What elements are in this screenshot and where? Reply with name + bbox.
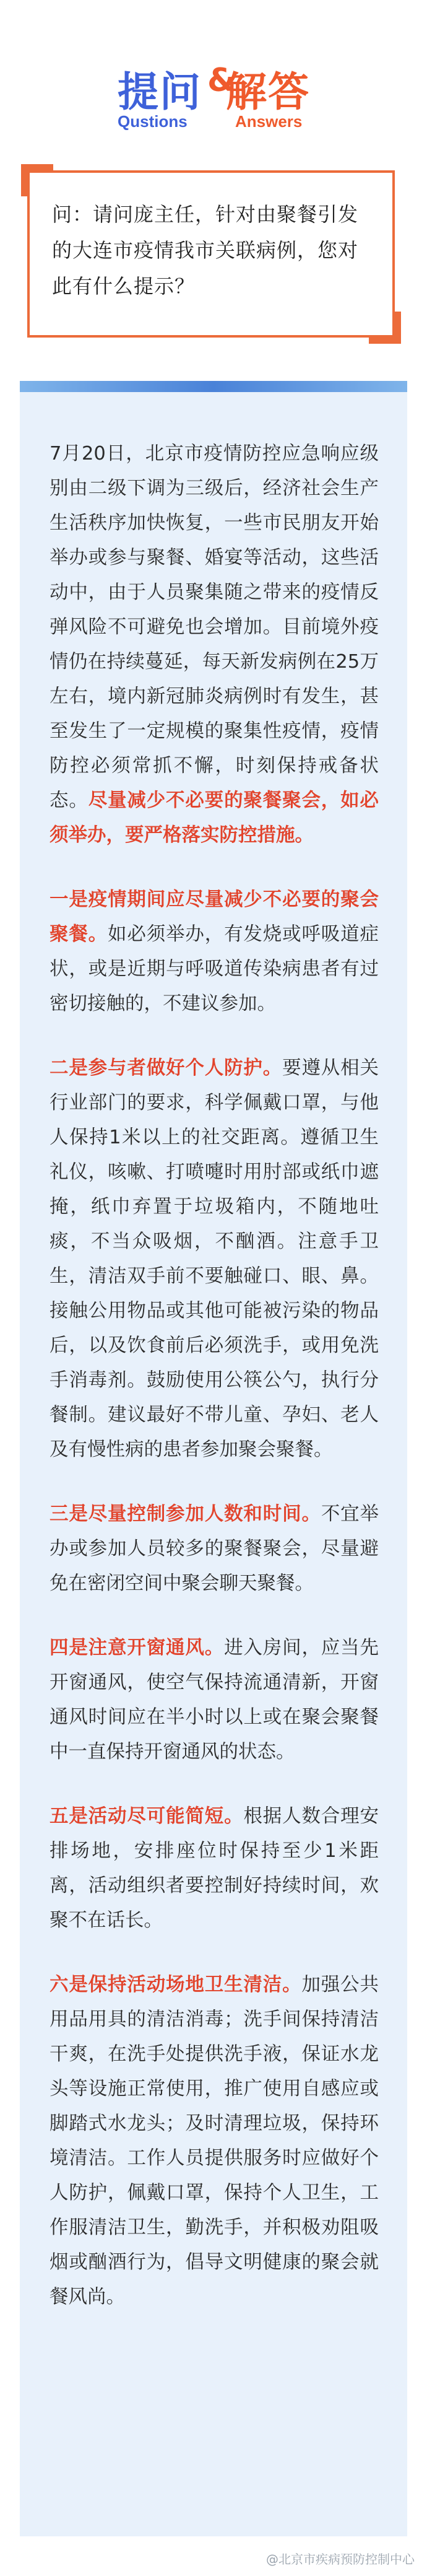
paragraph-highlight: 五是活动尽可能简短。 <box>50 1805 244 1827</box>
question-text: 问：请问庞主任，针对由聚餐引发的大连市疫情我市关联病例，您对此有什么提示？ <box>52 203 359 298</box>
paragraph-highlight: 六是保持活动场地卫生清洁。 <box>50 1974 302 1996</box>
answer-paragraph-intro <box>50 437 379 853</box>
page-footer <box>0 2546 427 2570</box>
source-watermark: @北京市疾病预防控制中心 <box>266 2552 415 2567</box>
page-header <box>0 0 427 149</box>
title-separator: & <box>207 62 236 99</box>
paragraph-text: 加强公共用品用具的清洁消毒；洗手间保持清洁干爽，在洗手处提供洗手液，保证水龙头等设施正常使用，推广使用自感应或脚踏式水龙头；及时清理垃圾，保持环境清洁。工作人员提供服务时应做好个人防护，佩戴口罩，保持个人卫生，工作服清洁卫生，勤洗手，并积极劝阻吸烟或酗酒行为，倡导文明健康的聚会就餐风尚。 <box>50 1974 379 2308</box>
answer-paragraph-2 <box>50 1051 379 1467</box>
paragraph-highlight: 二是参与者做好个人防护。 <box>50 1057 283 1079</box>
paragraph-text: 如必须举办，有发烧或呼吸道症状，或是近期与呼吸道传染病患者有过密切接触的，不建议参加。 <box>50 923 379 1015</box>
answer-paragraph-3 <box>50 1497 379 1601</box>
title-answers-cn: 解答 <box>226 68 310 116</box>
corner-decoration-top-left <box>21 164 53 196</box>
paragraph-text: 不宜举办或参加人员较多的聚餐聚会，尽量避免在密闭空间中聚会聊天聚餐。 <box>50 1503 379 1594</box>
answer-panel-topbar <box>20 381 407 392</box>
paragraph-highlight: 四是注意开窗通风。 <box>50 1637 225 1659</box>
question-box <box>27 170 395 338</box>
qa-title-logo <box>118 59 316 133</box>
answer-paragraph-6 <box>50 1968 379 2315</box>
paragraph-text: 要遵从相关行业部门的要求，科学佩戴口罩，与他人保持1米以上的社交距离。遵循卫生礼仪，咳嗽、打喷嚏时用肘部或纸巾遮掩，纸巾弃置于垃圾箱内，不随地吐痰，不当众吸烟，不酗酒。注意手卫生，清洁双手前不要触碰口、眼、鼻。接触公用物品或其他可能被污染的物品后，以及饮食前后必须洗手，或用免洗手消毒剂。鼓励使用公筷公勺，执行分餐制。建议最好不带儿童、孕妇、老人及有慢性病的患者参加聚会聚餐。 <box>50 1057 379 1460</box>
answer-paragraph-1 <box>50 883 379 1021</box>
paragraph-text: 根据人数合理安排场地，安排座位时保持至少1米距离，活动组织者要控制好持续时间，欢聚不在话长。 <box>50 1805 379 1931</box>
title-answers-en: Answers <box>235 112 303 131</box>
paragraph-highlight: 一是疫情期间应尽量减少不必要的聚会聚餐。 <box>50 889 379 945</box>
title-questions-cn: 提问 <box>118 68 202 116</box>
paragraph-highlight: 三是尽量控制参加人数和时间。 <box>50 1503 321 1525</box>
paragraph-highlight: 尽量减少不必要的聚餐聚会，如必须举办，要严格落实防控措施。 <box>50 790 379 846</box>
paragraph-text: 7月20日，北京市疫情防控应急响应级别由二级下调为三级后，经济社会生产生活秩序加快恢复，一些市民朋友开始举办或参与聚餐、婚宴等活动，这些活动中，由于人员聚集随之带来的疫情反弹风险不可避免也会增加。目前境外疫情仍在持续蔓延，每天新发病例在25万左右，境内新冠肺炎病例时有发生，甚至发生了一定规模的聚集性疫情，疫情防控必须常抓不懈，时刻保持戒备状态。 <box>50 443 379 811</box>
title-questions-en: Qustions <box>118 112 188 131</box>
paragraph-text: 进入房间，应当先开窗通风，使空气保持流通清新，开窗通风时间应在半小时以上或在聚会聚餐中一直保持开窗通风的状态。 <box>50 1637 379 1763</box>
answer-paragraph-4 <box>50 1631 379 1770</box>
answer-body <box>50 437 379 2344</box>
corner-decoration-bottom-right <box>369 312 401 344</box>
answer-panel <box>20 381 407 2536</box>
answer-paragraph-5 <box>50 1799 379 1938</box>
